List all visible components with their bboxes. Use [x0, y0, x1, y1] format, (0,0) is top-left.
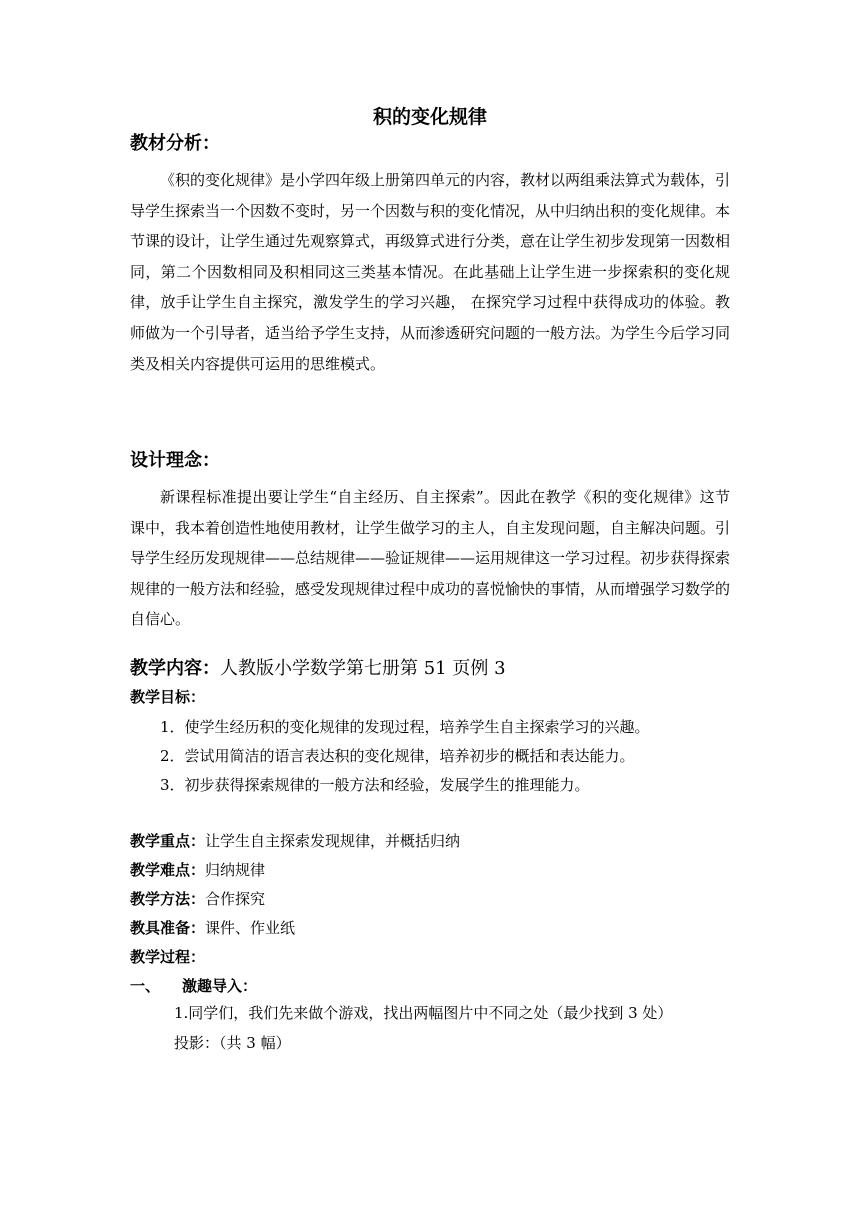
step1-line: 1.同学们，我们先来做个游戏，找出两幅图片中不同之处（最少找到 3 处）: [174, 1004, 673, 1022]
method-row: [130, 887, 265, 911]
goal-item: 2．尝试用简洁的语言表达积的变化规律，培养初步的概括和表达能力。: [160, 747, 635, 765]
teaching-content: [130, 656, 506, 682]
method-label: 教学方法：: [130, 890, 206, 908]
goals-heading: 教学目标：: [130, 688, 206, 706]
materials-value: 课件、作业纸: [205, 919, 296, 937]
goal-item: 3．初步获得探索规律的一般方法和经验，发展学生的推理能力。: [160, 776, 590, 794]
materials-row: [130, 916, 295, 940]
step1-number: 一、: [130, 977, 161, 995]
concept-paragraph: 新课程标准提出要让学生“自主经历、自主探索”。因此在教学《积的变化规律》这节课中，我本着创造性地使用教材，让学生做学习的主人，自主发现问题，自主解决问题。引导学生经历发现规律——总结规律——验证规律——运用规律这一学习过程。初步获得探索规律的一般方法和经验，感受发现规律过程中成功的喜悦愉快的事情，从而增强学习数学的自信心。: [130, 488, 731, 629]
analysis-paragraph: 《积的变化规律》是小学四年级上册第四单元的内容，教材以两组乘法算式为载体，引导学生探索当一个因数不变时，另一个因数与积的变化情况，从中归纳出积的变化规律。本节课的设计，让学生通过先观察算式，再级算式进行分类，意在让学生初步发现第一因数相同，第二个因数相同及积相同这三类基本情况。在此基础上让学生进一步探索积的变化规律，放手让学生自主探究，激发学生的学习兴趣， 在探究学习过程中获得成功的体验。教师做为一个引导者，适当给予学生支持，从而渗透研究问题的一般方法。为学生今后学习同类及相关内容提供可运用的思维模式。: [130, 171, 731, 373]
key-point-label: 教学重点：: [130, 832, 206, 850]
key-point-value: 让学生自主探索发现规律，并概括归纳: [205, 832, 461, 850]
concept-heading: 设计理念：: [130, 450, 220, 471]
method-value: 合作探究: [205, 890, 266, 908]
document-title: 积的变化规律: [372, 106, 487, 128]
step1-heading: [130, 974, 257, 998]
analysis-heading: 教材分析：: [130, 133, 220, 154]
goal-item: 1．使学生经历积的变化规律的发现过程，培养学生自主探索学习的兴趣。: [160, 718, 650, 736]
key-point-row: [130, 829, 460, 853]
difficulty-row: [130, 858, 265, 882]
teaching-content-label: 教学内容：: [130, 658, 220, 679]
process-heading: 教学过程：: [130, 948, 206, 966]
materials-label: 教具准备：: [130, 919, 206, 937]
difficulty-label: 教学难点：: [130, 861, 206, 879]
step1-title: 激趣导入：: [182, 977, 258, 995]
difficulty-value: 归纳规律: [205, 861, 266, 879]
step1-line: 投影：（共 3 幅）: [174, 1034, 291, 1052]
teaching-content-value: 人教版小学数学第七册第 51 页例 3: [220, 658, 506, 679]
